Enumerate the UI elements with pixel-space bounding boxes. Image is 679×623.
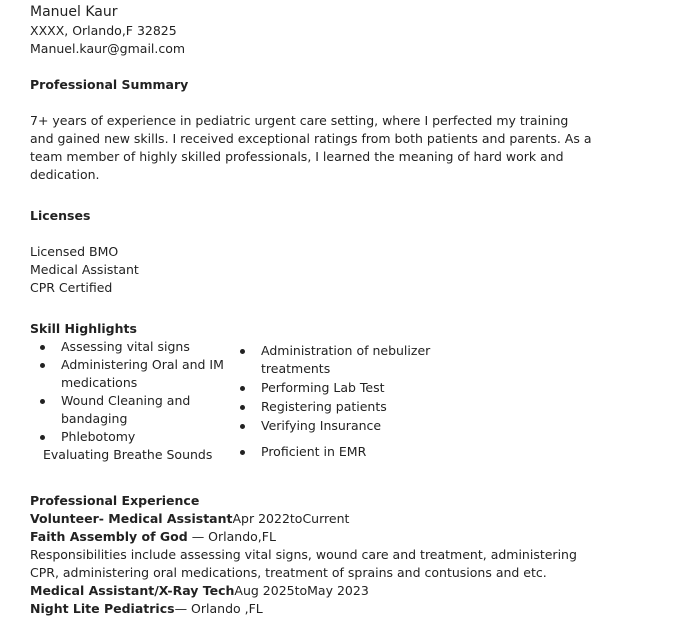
experience-heading: Professional Experience xyxy=(30,493,200,508)
skill-item: Wound Cleaning and bandaging xyxy=(30,392,230,428)
skill-item: Administering Oral and IM medications xyxy=(30,356,230,392)
job-title: Volunteer- Medical Assistant xyxy=(30,511,233,526)
skill-item-plain: Evaluating Breathe Sounds xyxy=(43,447,213,462)
summary-line: dedication. xyxy=(30,167,100,182)
summary-text xyxy=(30,112,592,184)
employer-location: — Orlando ,FL xyxy=(174,601,263,616)
license-item: CPR Certified xyxy=(30,280,113,295)
employer-row xyxy=(30,600,670,618)
skill-item: Assessing vital signs xyxy=(30,338,230,356)
resume-page xyxy=(30,0,670,618)
summary-line: 7+ years of experience in pediatric urgent care setting, where I perfected my training xyxy=(30,113,569,128)
skills-right-column xyxy=(230,342,440,462)
employer-row xyxy=(30,528,670,546)
skill-item: Administration of nebulizer treatments xyxy=(230,342,440,378)
candidate-name: Manuel Kaur xyxy=(30,4,118,20)
skill-item: Proficient in EMR xyxy=(230,443,440,461)
skills-left-column xyxy=(30,338,230,464)
employer-name: Night Lite Pediatrics xyxy=(30,601,175,616)
job-description-line: CPR, administering oral medications, treatment of sprains and contusions and etc. xyxy=(30,565,547,580)
job-dates: Aug 2025toMay 2023 xyxy=(234,583,369,598)
license-item: Medical Assistant xyxy=(30,262,139,277)
job-description-line: Responsibilities include assessing vital signs, wound care and treatment, administering xyxy=(30,547,577,562)
licenses-heading: Licenses xyxy=(30,208,91,223)
skills-list xyxy=(30,338,670,488)
job-title-row xyxy=(30,582,670,600)
job-title: Medical Assistant/X-Ray Tech xyxy=(30,583,235,598)
skill-item: Verifying Insurance xyxy=(230,417,440,435)
job-title-row xyxy=(30,510,670,528)
summary-line: team member of highly skilled professionals, I learned the meaning of hard work and xyxy=(30,149,564,164)
summary-line: and gained new skills. I received exceptional ratings from both patients and parents. As a xyxy=(30,131,592,146)
employer-location: — Orlando,FL xyxy=(187,529,276,544)
address: XXXX, Orlando,F 32825 xyxy=(30,23,177,38)
employer-name: Faith Assembly of God xyxy=(30,529,188,544)
email: Manuel.kaur@gmail.com xyxy=(30,41,186,56)
skills-heading: Skill Highlights xyxy=(30,321,137,336)
skill-item: Registering patients xyxy=(230,398,440,416)
summary-heading: Professional Summary xyxy=(30,77,189,92)
job-dates: Apr 2022toCurrent xyxy=(232,511,350,526)
skill-item: Performing Lab Test xyxy=(230,379,440,397)
skill-item: Phlebotomy xyxy=(30,428,230,446)
license-item: Licensed BMO xyxy=(30,244,119,259)
